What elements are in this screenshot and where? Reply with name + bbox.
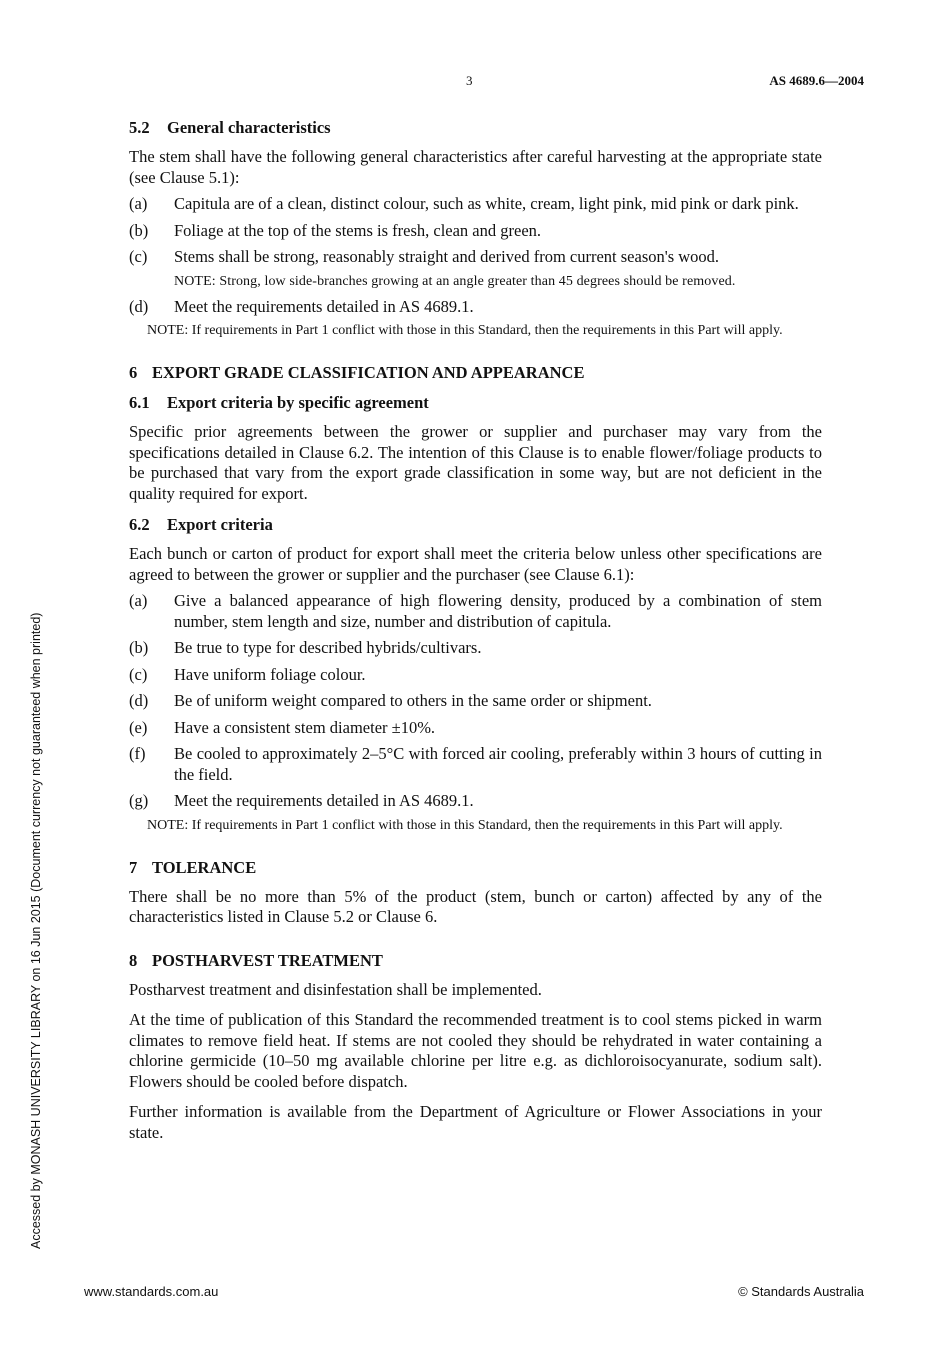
section-paragraph: There shall be no more than 5% of the product (stem, bunch or carton) affected by any of the characteristics listed in Clause 5.2 or Clause 6. (129, 886, 822, 926)
access-watermark: Accessed by MONASH UNIVERSITY LIBRARY on 16 Jun 2015 (Document currency not guaranteed when printed) (29, 612, 43, 1249)
section-title: Export criteria by specific agreement (167, 393, 429, 412)
section-intro: The stem shall have the following general characteristics after careful harvesting at the appropriate state (see Clause 5.1): (129, 147, 822, 187)
list-label: (b) (129, 220, 149, 240)
note: NOTE: Strong, low side-branches growing at an angle greater than 45 degrees should be removed. (174, 273, 736, 289)
section-heading-6-2 (129, 514, 822, 536)
section-heading-6 (129, 362, 822, 384)
list-text: Be of uniform weight compared to others in the same order or shipment. (174, 691, 652, 710)
list-item (129, 638, 822, 659)
section-number: 5.2 (129, 118, 150, 137)
section-paragraph: Postharvest treatment and disinfestation shall be implemented. (129, 979, 542, 999)
list-item (129, 691, 822, 712)
document-body (129, 117, 822, 1149)
list-text: Give a balanced appearance of high flowering density, produced by a combination of stem number, stem length and size, number and distribution of capitula. (174, 591, 822, 631)
section-paragraph: Further information is available from the Department of Agriculture or Flower Associations in your state. (129, 1102, 822, 1142)
section-number: 7 (129, 857, 138, 877)
section-title: Export criteria (167, 515, 273, 534)
section-heading-7 (129, 857, 822, 879)
section-title: EXPORT GRADE CLASSIFICATION AND APPEARANCE (152, 363, 585, 382)
footer-website: www.standards.com.au (84, 1284, 219, 1299)
list-label: (d) (129, 691, 149, 710)
list-text: Meet the requirements detailed in AS 4689.1. (174, 296, 474, 316)
list-item (129, 297, 822, 318)
list-text: Be cooled to approximately 2–5°C with forced air cooling, preferably within 3 hours of cutting in the field. (174, 744, 822, 784)
list-text: Foliage at the top of the stems is fresh, clean and green. (174, 220, 542, 240)
list-item (129, 591, 822, 632)
list-text: Meet the requirements detailed in AS 4689.1. (174, 791, 474, 810)
list-item (129, 221, 822, 242)
document-id: AS 4689.6—2004 (769, 73, 864, 88)
section-title: General characteristics (167, 118, 331, 137)
section-title: POSTHARVEST TREATMENT (152, 950, 383, 970)
list-label: (a) (129, 194, 148, 213)
section-number: 6 (129, 363, 138, 382)
section-number: 6.2 (129, 515, 150, 534)
section-heading-6-1 (129, 392, 822, 414)
list-text: Capitula are of a clean, distinct colour, such as white, cream, light pink, mid pink or dark pink. (174, 194, 799, 213)
section-heading-8 (129, 950, 822, 972)
note: NOTE: If requirements in Part 1 conflict with those in this Standard, then the requirements in this Part will apply. (147, 323, 783, 338)
list-text: Be true to type for described hybrids/cultivars. (174, 638, 482, 657)
list-label: (c) (129, 247, 148, 266)
note: NOTE: If requirements in Part 1 conflict with those in this Standard, then the requirements in this Part will apply. (147, 817, 783, 833)
list-label: (c) (129, 664, 148, 684)
list-text: Have a consistent stem diameter ±10%. (174, 717, 436, 737)
list-label: (e) (129, 717, 148, 737)
section-heading-5-2 (129, 117, 822, 139)
list-label: (f) (129, 744, 146, 763)
list-item (129, 665, 822, 686)
list-item (129, 744, 822, 785)
section-number: 6.1 (129, 393, 150, 412)
page-number: 3 (466, 73, 473, 88)
list-label: (b) (129, 638, 149, 657)
section-number: 8 (129, 950, 138, 970)
section-intro: Each bunch or carton of product for export shall meet the criteria below unless other specifications are agreed to between the grower or supplier and the purchaser (see Clause 6.1): (129, 544, 822, 584)
list-label: (d) (129, 296, 149, 316)
list-label: (a) (129, 591, 148, 610)
footer-copyright: © Standards Australia (738, 1284, 864, 1299)
list-item (129, 718, 822, 739)
list-text: Stems shall be strong, reasonably straight and derived from current season's wood. (174, 247, 720, 266)
list-item (129, 194, 822, 215)
section-paragraph: Specific prior agreements between the grower or supplier and purchaser may vary from the specifications detailed in Clause 6.2. The intention of this Clause is to enable flower/foliage products to be purchased that vary from the export grade classification in some way, but are not deficient in the quality required for export. (129, 422, 822, 503)
list-item (129, 247, 822, 268)
section-title: TOLERANCE (152, 857, 257, 877)
section-paragraph: At the time of publication of this Standard the recommended treatment is to cool stems picked in warm climates to remove field heat. If stems are not cooled they should be rehydrated in water containing a chlorine germicide (10–50 mg available chlorine per litre e.g. as dichloroisocyanurate, sodium salt). Flowers should be cooled before dispatch. (129, 1010, 822, 1091)
list-text: Have uniform foliage colour. (174, 664, 366, 684)
list-item (129, 791, 822, 812)
list-label: (g) (129, 791, 149, 810)
